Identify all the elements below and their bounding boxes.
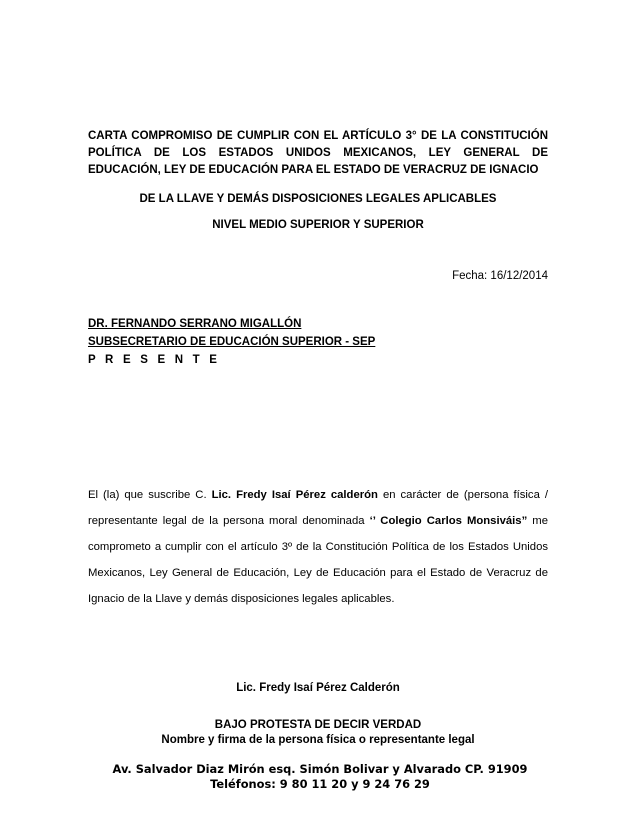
- signature-name: Lic. Fredy Isaí Pérez Calderón: [236, 682, 400, 694]
- addressee-block: [88, 315, 548, 369]
- addressee-role: SUBSECRETARIO DE EDUCACIÓN SUPERIOR - SEP: [88, 336, 376, 348]
- body-text-intro: El (la) que suscribe C.: [88, 489, 212, 501]
- letter-subtitle-level: NIVEL MEDIO SUPERIOR Y SUPERIOR: [212, 219, 424, 231]
- signature-caption: Nombre y firma de la persona física o representante legal: [161, 734, 475, 746]
- protesta-statement: BAJO PROTESTA DE DECIR VERDAD: [214, 719, 422, 731]
- addressee-presente: P R E S E N T E: [88, 354, 221, 366]
- letter-date: Fecha: 16/12/2014: [452, 270, 548, 282]
- body-signer-name: Lic. Fredy Isaí Pérez calderón: [211, 489, 378, 501]
- letter-body: [88, 482, 548, 612]
- footer-phones: Teléfonos: 9 80 11 20 y 9 24 76 29: [210, 777, 430, 791]
- footer-address: Av. Salvador Diaz Mirón esq. Simón Bolivar y Alvarado CP. 91909: [112, 762, 528, 776]
- body-text-commitment: me comprometo a cumplir con el artículo 3º de la Constitución Política de los Estados Unidos Mexicanos, Ley General de Educación, Ley de Educación para el Estado de Veracruz de Ignacio de la Llave y demás disposiciones legales aplicables.: [88, 515, 548, 605]
- body-text-role: en carácter de (persona física / representante legal de la persona moral denominada: [88, 489, 549, 527]
- letter-title: CARTA COMPROMISO DE CUMPLIR CON EL ARTÍCULO 3° DE LA CONSTITUCIÓN POLÍTICA DE LOS ESTADOS UNIDOS MEXICANOS, LEY GENERAL DE EDUCACIÓN, LEY DE EDUCACIÓN PARA EL ESTADO DE VERACRUZ DE IGNACIO: [88, 130, 548, 176]
- addressee-name: DR. FERNANDO SERRANO MIGALLÓN: [88, 318, 302, 330]
- body-institution-name: ‘’ Colegio Carlos Monsiváis”: [369, 515, 528, 527]
- letter-title-continued: DE LA LLAVE Y DEMÁS DISPOSICIONES LEGALES APLICABLES: [139, 193, 497, 205]
